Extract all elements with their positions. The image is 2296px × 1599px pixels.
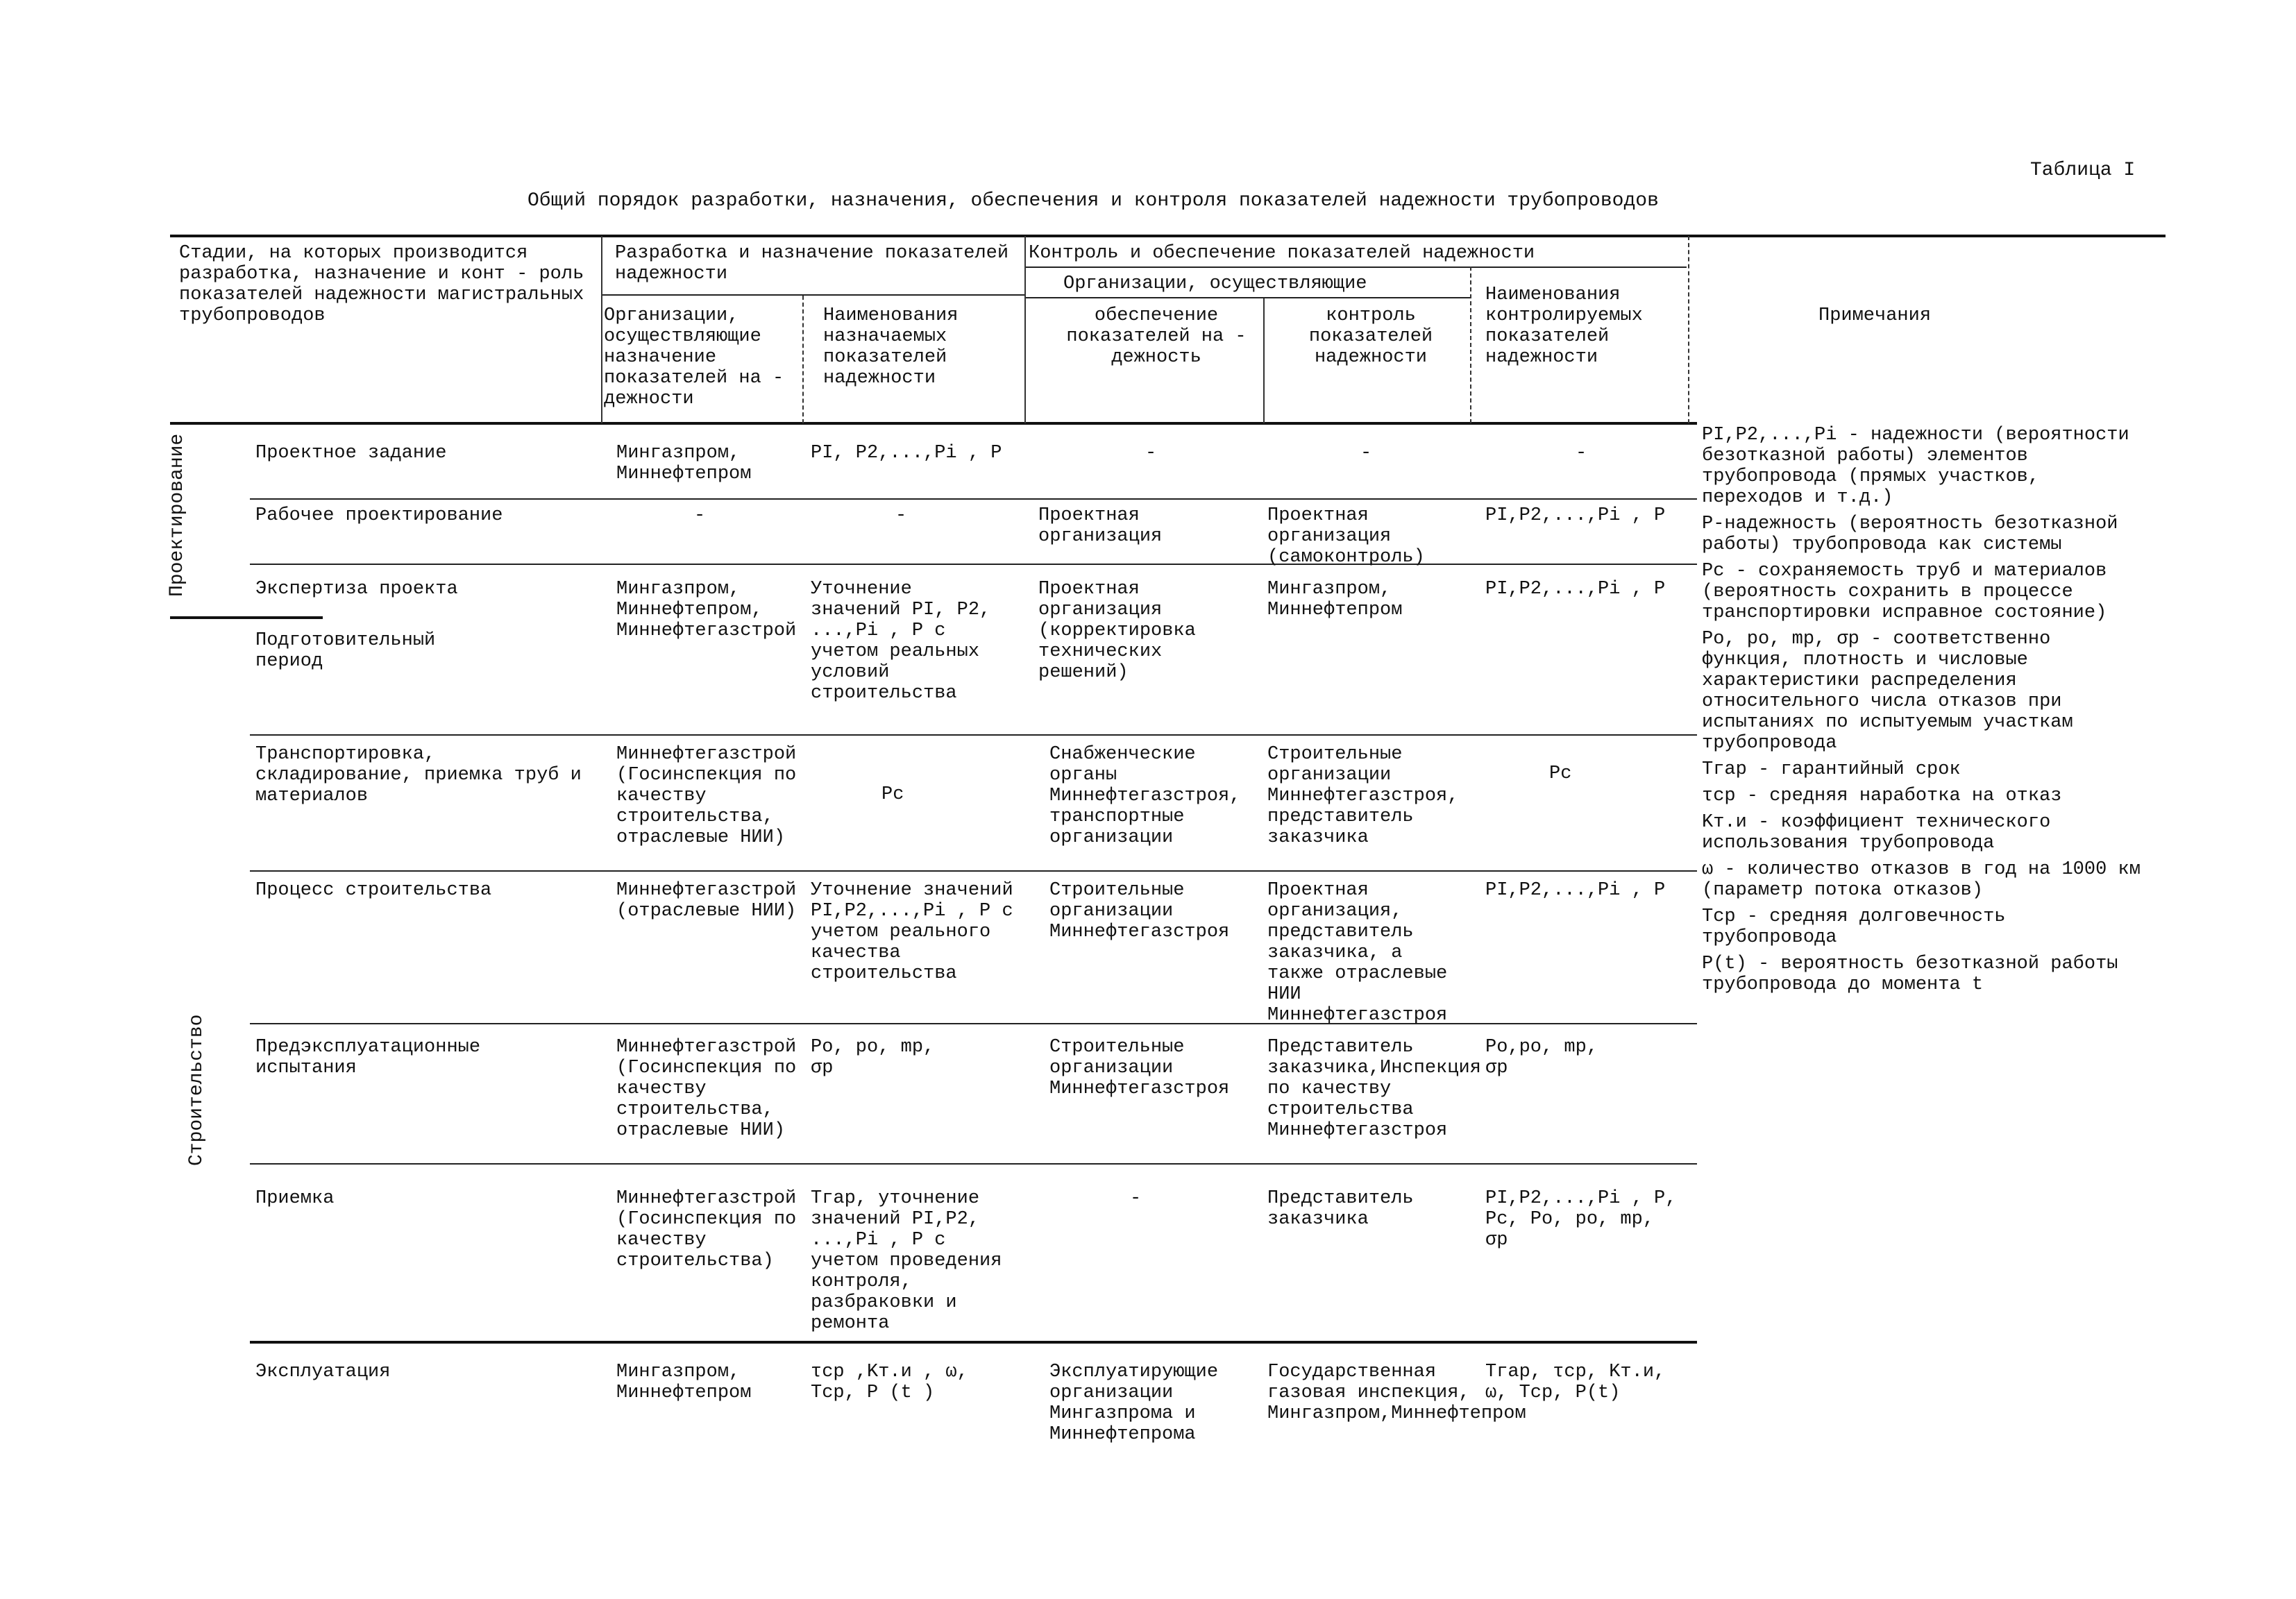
- row-8-dev-names: Tгар, уточнение значений PI,P2, ...,Pi , P с учетом проведения контроля, разбраковки и ремонта: [811, 1188, 1002, 1334]
- row-2-ensure: Проектная организация: [1038, 505, 1163, 547]
- row-1-ensure: -: [1145, 443, 1157, 464]
- row-9-ensure: Эксплуатирующие организации Мингазпрома и Миннефтепрома: [1049, 1362, 1219, 1445]
- row-5-stage: Транспортировка, складирование, приемка труб и материалов: [255, 744, 582, 806]
- header-bottom-rule: [170, 422, 1697, 425]
- row-7-dev-names: Po, po, mp, σp: [811, 1037, 935, 1078]
- row-5-dev-org: Миннефтегазстрой (Госинспекция по качеству строительства, отраслевые НИИ): [616, 744, 797, 848]
- row-rule-6: [250, 1163, 1697, 1165]
- header-orgs-group: Организации, осуществляющие: [1063, 273, 1367, 294]
- header-control: контроль показателей надежности: [1308, 305, 1433, 368]
- row-7-dev-org: Миннефтегазстрой (Госинспекция по качеству строительства, отраслевые НИИ): [616, 1037, 797, 1141]
- row-1-stage: Проектное задание: [255, 443, 447, 464]
- rule-control-group: [1026, 266, 1687, 268]
- design-group-rule: [170, 616, 323, 619]
- row-1-controlled: -: [1576, 443, 1587, 464]
- row-3-stage: Экспертиза проекта: [255, 579, 458, 600]
- row-7-controlled: Po,po, mp, σp: [1485, 1037, 1598, 1078]
- table-label: Таблица I: [2030, 160, 2136, 181]
- row-6-dev-org: Миннефтегазстрой (отраслевые НИИ): [616, 880, 797, 922]
- note-item: Tcp - средняя долговечность трубопровода: [1702, 906, 2006, 948]
- row-9-dev-names: τcp ,Kт.и , ω, Tcp, P (t ): [811, 1362, 968, 1403]
- row-2-dev-names: -: [895, 505, 907, 526]
- row-1-dev-names: PI, P2,...,Pi , P: [811, 443, 1002, 464]
- note-item: PI,P2,...,Pi - надежности (вероятности безотказной работы) элементов трубопровода (прямых участков, переходов и т.д.): [1702, 425, 2129, 508]
- row-3-dev-org: Мингазпром, Миннефтепром, Миннефтегазстрой: [616, 579, 797, 641]
- row-6-controlled: PI,P2,...,Pi , P: [1485, 880, 1666, 901]
- rule-dev-group: [602, 294, 1026, 296]
- row-3-controlled: PI,P2,...,Pi , P: [1485, 579, 1666, 600]
- header-controlled-names: Наименования контролируемых показателей надежности: [1485, 285, 1643, 368]
- col-rule-controlled: [1470, 266, 1471, 423]
- row-8-control: Представитель заказчика: [1267, 1188, 1414, 1230]
- col-rule-control: [1024, 236, 1026, 423]
- note-item: ω - количество отказов в год на 1000 км (параметр потока отказов): [1702, 859, 2141, 901]
- row-7-control: Представитель заказчика,Инспекция по качеству строительства Миннефтегазстроя: [1267, 1037, 1481, 1141]
- table-title: Общий порядок разработки, назначения, обеспечения и контроля показателей надежности трубопроводов: [527, 190, 1659, 212]
- row-rule-4: [250, 870, 1697, 872]
- row-8-ensure: -: [1130, 1188, 1142, 1209]
- row-8-stage: Приемка: [255, 1188, 335, 1209]
- header-control-group: Контроль и обеспечение показателей надежности: [1029, 243, 1535, 264]
- row-5-ensure: Снабженческие органы Миннефтегазстроя, транспортные организации: [1049, 744, 1241, 848]
- row-7-stage: Предэксплуатационные испытания: [255, 1037, 481, 1078]
- row-2-controlled: PI,P2,...,Pi , P: [1485, 505, 1666, 526]
- note-item: P-надежность (вероятность безотказной работы) трубопровода как системы: [1702, 514, 2118, 555]
- note-item: Tгар - гарантийный срок: [1702, 759, 1961, 780]
- header-top-rule: [170, 235, 2166, 237]
- row-1-dev-org: Мингазпром, Миннефтепром: [616, 443, 752, 484]
- note-item: Po, po, mp, σp - соответственно функция, плотность и числовые характеристики распределения относительного числа отказов при испытаниях по испытуемым участкам трубопровода: [1702, 629, 2073, 754]
- note-item: τcp - средняя наработка на отказ: [1702, 786, 2062, 806]
- row-6-dev-names: Уточнение значений PI,P2,...,Pi , P с учетом реального качества строительства: [811, 880, 1013, 984]
- row-6-control: Проектная организация, представитель заказчика, а также отраслевые НИИ Миннефтегазстроя: [1267, 880, 1448, 1026]
- side-label-design: Проектирование: [167, 433, 188, 597]
- row-rule-3: [250, 734, 1697, 736]
- row-rule-5: [250, 1023, 1697, 1024]
- note-item: Kт.и - коэффициент технического использования трубопровода: [1702, 812, 2051, 854]
- row-9-control: Государственная газовая инспекция, Мингазпром,Миннефтепром: [1267, 1362, 1526, 1424]
- row-9-dev-org: Мингазпром, Миннефтепром: [616, 1362, 752, 1403]
- row-6-ensure: Строительные организации Миннефтегазстроя: [1049, 880, 1230, 942]
- side-label-construction: Строительство: [186, 1014, 208, 1166]
- header-stages: Стадии, на которых производится разработка, назначение и конт - роль показателей надежности магистральных трубопроводов: [179, 243, 584, 326]
- header-dev-names: Наименования назначаемых показателей надежности: [823, 305, 959, 389]
- row-7-ensure: Строительные организации Миннефтегазстроя: [1049, 1037, 1230, 1099]
- row-5-controlled: Pc: [1549, 763, 1572, 784]
- header-ensure: обеспечение показателей на - дежность: [1066, 305, 1247, 368]
- row-rule-7: [250, 1341, 1697, 1344]
- row-8-dev-org: Миннефтегазстрой (Госинспекция по качеству строительства): [616, 1188, 797, 1271]
- row-4-stage: Подготовительный период: [255, 630, 436, 672]
- header-dev-group: Разработка и назначение показателей надежности: [615, 243, 1009, 285]
- row-9-stage: Эксплуатация: [255, 1362, 391, 1382]
- note-item: P(t) - вероятность безотказной работы трубопровода до момента t: [1702, 954, 2118, 995]
- row-3-ensure: Проектная организация (корректировка технических решений): [1038, 579, 1196, 683]
- row-8-controlled: PI,P2,...,Pi , P, Pc, Po, po, mp, σp: [1485, 1188, 1677, 1251]
- col-rule-notes: [1688, 236, 1689, 423]
- notes-column: [1702, 425, 2146, 1001]
- row-2-dev-org: -: [694, 505, 706, 526]
- col-rule-dev-names: [802, 296, 804, 423]
- row-2-control: Проектная организация (самоконтроль): [1267, 505, 1425, 568]
- row-2-stage: Рабочее проектирование: [255, 505, 503, 526]
- col-rule-ensure: [1263, 298, 1265, 423]
- rule-orgs-group: [1026, 297, 1470, 298]
- row-6-stage: Процесс строительства: [255, 880, 492, 901]
- row-5-control: Строительные организации Миннефтегазстроя, представитель заказчика: [1267, 744, 1459, 848]
- row-3-control: Мингазпром, Миннефтепром: [1267, 579, 1403, 620]
- header-dev-org: Организации, осуществляющие назначение показателей на - дежности: [604, 305, 784, 409]
- row-3-dev-names: Уточнение значений PI, P2, ...,Pi , P с учетом реальных условий строительства: [811, 579, 991, 704]
- row-9-controlled: Tгар, τcp, Kт.и, ω, Tcp, P(t): [1485, 1362, 1666, 1403]
- row-rule-1: [250, 498, 1697, 500]
- col-rule-dev: [601, 236, 602, 423]
- header-notes: Примечания: [1818, 305, 1932, 326]
- row-5-dev-names: Pc: [881, 784, 904, 805]
- note-item: Pc - сохраняемость труб и материалов (вероятность сохранить в процессе транспортировки исправное состояние): [1702, 561, 2107, 623]
- row-1-control: -: [1360, 443, 1372, 464]
- row-rule-2: [250, 564, 1697, 565]
